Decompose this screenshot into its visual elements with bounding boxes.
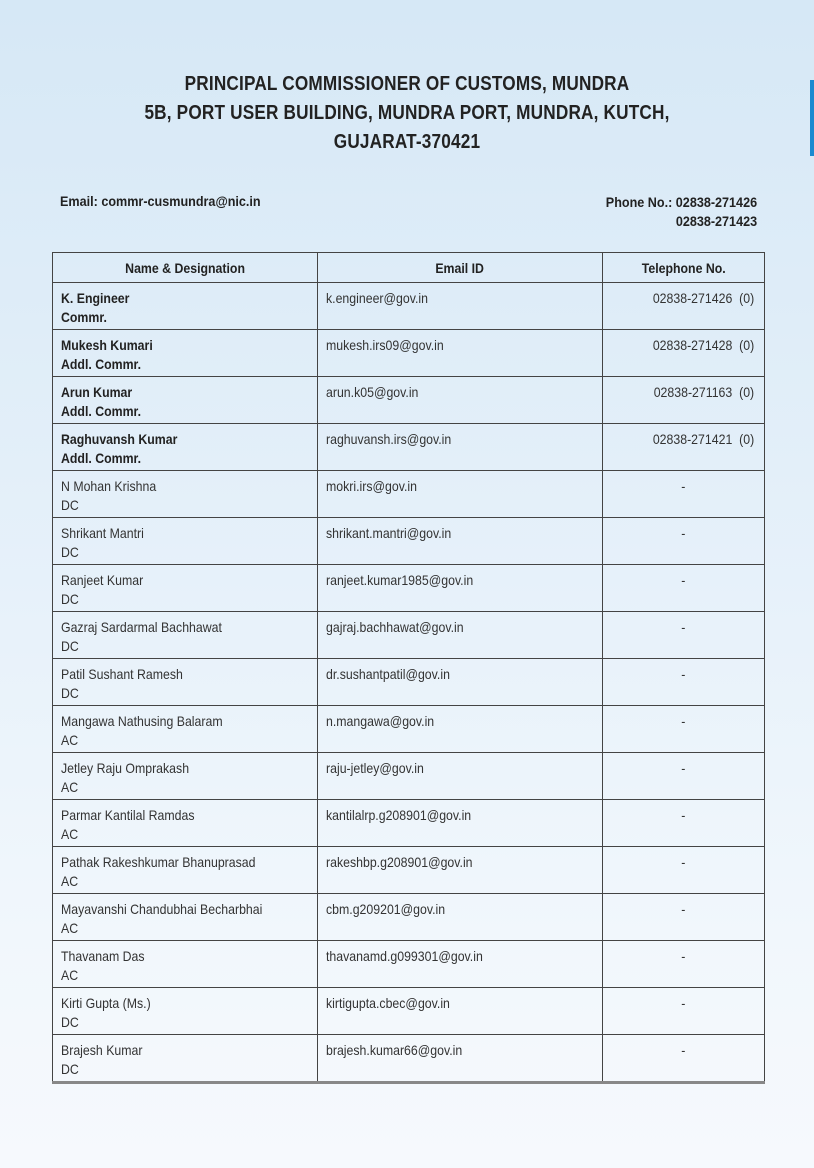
table-row [53, 941, 765, 988]
table-row [53, 424, 765, 471]
telephone-cell [603, 894, 765, 941]
officer-email[interactable]: mukesh.irs09@gov.in [325, 337, 444, 353]
officer-name: Parmar Kantilal Ramdas [61, 807, 195, 823]
email-cell [317, 612, 602, 659]
officer-email[interactable]: arun.k05@gov.in [325, 384, 419, 400]
table-header-row [53, 253, 765, 283]
name-designation-cell [53, 800, 318, 847]
officer-email[interactable]: raghuvansh.irs@gov.in [325, 431, 452, 447]
officer-email[interactable]: kantilalrp.g208901@gov.in [325, 807, 472, 823]
document-header [0, 70, 814, 157]
contact-email: Email: commr-cusmundra@nic.in [60, 193, 261, 209]
officer-designation: AC [61, 826, 79, 842]
officer-designation: Addl. Commr. [61, 356, 142, 372]
officer-email[interactable]: ranjeet.kumar1985@gov.in [325, 572, 474, 588]
officer-designation: AC [61, 920, 79, 936]
table-row [53, 659, 765, 706]
officer-designation: AC [61, 873, 79, 889]
name-designation-cell [53, 659, 318, 706]
email-cell [317, 847, 602, 894]
officer-name: Gazraj Sardarmal Bachhawat [61, 619, 222, 635]
email-cell [317, 988, 602, 1035]
officer-name: Patil Sushant Ramesh [61, 666, 183, 682]
officer-telephone: - [681, 666, 686, 682]
name-designation-cell [53, 847, 318, 894]
email-cell [317, 706, 602, 753]
name-designation-cell [53, 1035, 318, 1083]
officer-name: Pathak Rakeshkumar Bhanuprasad [61, 854, 256, 870]
name-designation-cell [53, 471, 318, 518]
officer-name: K. Engineer [61, 290, 130, 306]
officer-telephone: 02838-271421 (0) [652, 431, 754, 447]
contact-phone [606, 193, 757, 231]
telephone-cell [603, 753, 765, 800]
contact-phone-primary: Phone No.: 02838-271426 [605, 194, 757, 210]
officer-telephone: - [681, 760, 686, 776]
officer-name: Raghuvansh Kumar [61, 431, 178, 447]
telephone-cell [603, 706, 765, 753]
officer-email[interactable]: rakeshbp.g208901@gov.in [325, 854, 473, 870]
officer-email[interactable]: n.mangawa@gov.in [325, 713, 435, 729]
officer-name: Kirti Gupta (Ms.) [61, 995, 151, 1011]
name-designation-cell [53, 753, 318, 800]
email-cell [317, 377, 602, 424]
officer-email[interactable]: mokri.irs@gov.in [325, 478, 417, 494]
officer-telephone: 02838-271426 (0) [652, 290, 754, 306]
officer-telephone: 02838-271428 (0) [652, 337, 754, 353]
officer-telephone: - [681, 619, 686, 635]
officer-telephone: - [681, 948, 686, 964]
officer-telephone: - [681, 1042, 686, 1058]
email-cell [317, 283, 602, 330]
table-row [53, 565, 765, 612]
officer-email[interactable]: dr.sushantpatil@gov.in [325, 666, 450, 682]
email-cell [317, 659, 602, 706]
name-designation-cell [53, 706, 318, 753]
officer-telephone: - [681, 525, 686, 541]
name-designation-cell [53, 377, 318, 424]
officer-name: N Mohan Krishna [61, 478, 157, 494]
telephone-cell [603, 424, 765, 471]
telephone-cell [603, 800, 765, 847]
email-cell [317, 471, 602, 518]
officer-designation: DC [61, 497, 79, 513]
name-designation-cell [53, 612, 318, 659]
officer-telephone: - [681, 854, 686, 870]
officer-name: Shrikant Mantri [61, 525, 144, 541]
column-header-email: Email ID [317, 253, 602, 283]
telephone-cell [603, 612, 765, 659]
officer-telephone: - [681, 478, 686, 494]
table-row [53, 330, 765, 377]
email-cell [317, 800, 602, 847]
name-designation-cell [53, 565, 318, 612]
email-cell [317, 424, 602, 471]
officer-email[interactable]: thavanamd.g099301@gov.in [325, 948, 483, 964]
table-row [53, 753, 765, 800]
officer-name: Arun Kumar [61, 384, 133, 400]
officer-email[interactable]: gajraj.bachhawat@gov.in [325, 619, 464, 635]
telephone-cell [603, 283, 765, 330]
table-row [53, 283, 765, 330]
email-cell [317, 330, 602, 377]
telephone-cell [603, 659, 765, 706]
officer-email[interactable]: k.engineer@gov.in [325, 290, 428, 306]
officer-telephone: - [681, 995, 686, 1011]
officer-name: Brajesh Kumar [61, 1042, 143, 1058]
officer-name: Thavanam Das [61, 948, 145, 964]
table-row [53, 894, 765, 941]
table-row [53, 1035, 765, 1083]
officer-designation: DC [61, 591, 79, 607]
telephone-cell [603, 847, 765, 894]
table-row [53, 706, 765, 753]
officer-directory-table [52, 252, 765, 1084]
email-cell [317, 518, 602, 565]
name-designation-cell [53, 283, 318, 330]
header-state-pin: GUJARAT-370421 [333, 131, 481, 153]
officer-designation: AC [61, 779, 79, 795]
officer-designation: Addl. Commr. [61, 450, 142, 466]
table-row [53, 377, 765, 424]
table-row [53, 847, 765, 894]
officer-telephone: - [681, 901, 686, 917]
header-title: PRINCIPAL COMMISSIONER OF CUSTOMS, MUNDRA [184, 73, 630, 95]
email-cell [317, 941, 602, 988]
email-cell [317, 1035, 602, 1083]
officer-designation: DC [61, 544, 79, 560]
officer-email[interactable]: brajesh.kumar66@gov.in [325, 1042, 463, 1058]
email-cell [317, 894, 602, 941]
name-designation-cell [53, 330, 318, 377]
telephone-cell [603, 377, 765, 424]
officer-name: Mukesh Kumari [61, 337, 153, 353]
table-body [53, 283, 765, 1083]
name-designation-cell [53, 894, 318, 941]
email-cell [317, 565, 602, 612]
telephone-cell [603, 330, 765, 377]
officer-designation: DC [61, 1014, 79, 1030]
officer-designation: AC [61, 732, 79, 748]
name-designation-cell [53, 424, 318, 471]
telephone-cell [603, 565, 765, 612]
officer-email[interactable]: raju-jetley@gov.in [325, 760, 424, 776]
telephone-cell [603, 518, 765, 565]
officer-name: Jetley Raju Omprakash [61, 760, 190, 776]
officer-designation: DC [61, 685, 79, 701]
telephone-cell [603, 988, 765, 1035]
contact-phone-secondary: 02838-271423 [675, 213, 757, 229]
officer-name: Ranjeet Kumar [61, 572, 144, 588]
column-header-name: Name & Designation [53, 253, 318, 283]
name-designation-cell [53, 988, 318, 1035]
officer-email[interactable]: cbm.g209201@gov.in [325, 901, 445, 917]
column-header-telephone: Telephone No. [603, 253, 765, 283]
officer-telephone: - [681, 572, 686, 588]
officer-email[interactable]: shrikant.mantri@gov.in [325, 525, 452, 541]
table-row [53, 800, 765, 847]
officer-telephone: 02838-271163 (0) [653, 384, 754, 400]
name-designation-cell [53, 518, 318, 565]
header-address: 5B, PORT USER BUILDING, MUNDRA PORT, MUNDRA, KUTCH, [144, 102, 670, 124]
telephone-cell [603, 941, 765, 988]
officer-designation: Commr. [61, 309, 107, 325]
officer-designation: AC [61, 967, 79, 983]
email-cell [317, 753, 602, 800]
name-designation-cell [53, 941, 318, 988]
table-row [53, 471, 765, 518]
officer-name: Mayavanshi Chandubhai Becharbhai [61, 901, 263, 917]
telephone-cell [603, 1035, 765, 1083]
officer-name: Mangawa Nathusing Balaram [61, 713, 223, 729]
officer-designation: DC [61, 1061, 79, 1077]
officer-designation: Addl. Commr. [61, 403, 142, 419]
table-row [53, 518, 765, 565]
table-row [53, 988, 765, 1035]
officer-designation: DC [61, 638, 79, 654]
officer-telephone: - [681, 713, 686, 729]
telephone-cell [603, 471, 765, 518]
officer-email[interactable]: kirtigupta.cbec@gov.in [325, 995, 450, 1011]
officer-telephone: - [681, 807, 686, 823]
table-row [53, 612, 765, 659]
